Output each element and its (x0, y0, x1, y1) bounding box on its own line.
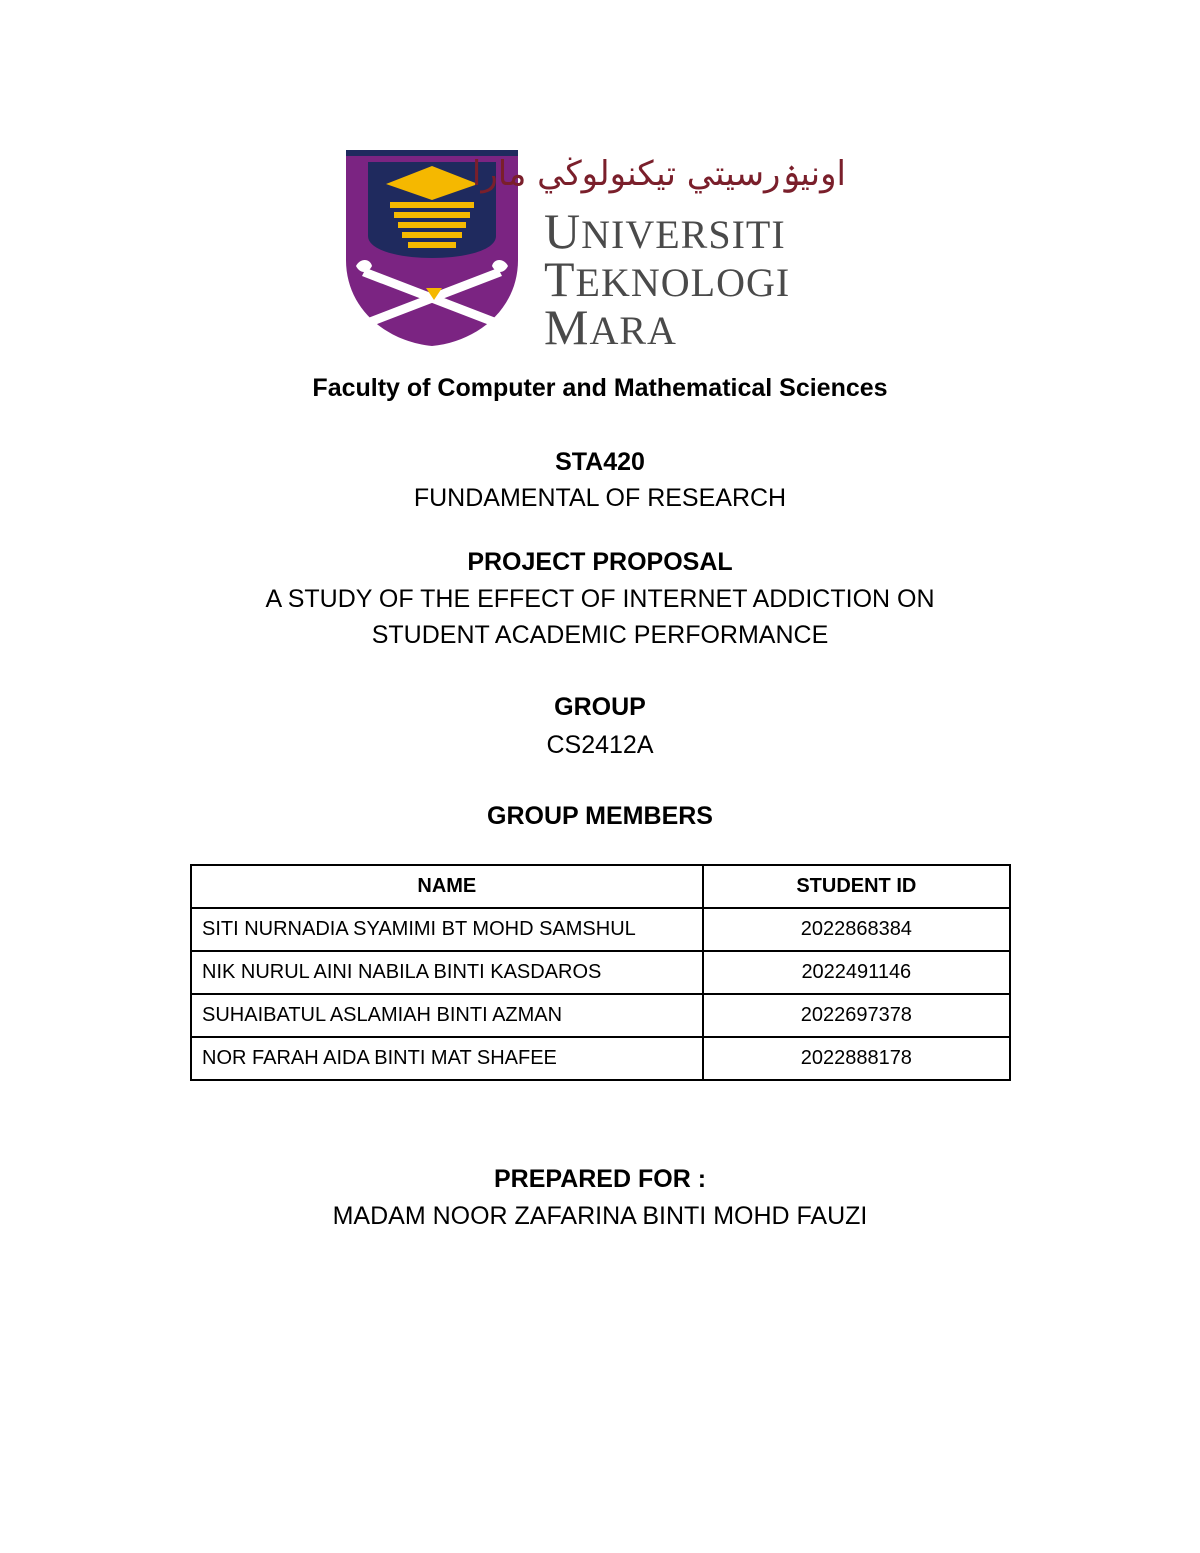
member-name: SUHAIBATUL ASLAMIAH BINTI AZMAN (191, 994, 703, 1037)
proposal-title-line-1: A STUDY OF THE EFFECT OF INTERNET ADDICTION ON (265, 585, 935, 613)
member-student-id: 2022888178 (703, 1037, 1010, 1080)
logo-word-mara: MARA (544, 299, 677, 355)
group-members-heading: GROUP MEMBERS (487, 802, 713, 830)
proposal-heading: PROJECT PROPOSAL (467, 548, 733, 576)
member-student-id: 2022868384 (703, 908, 1010, 951)
table-row (191, 951, 1010, 994)
column-header-student-id: STUDENT ID (703, 865, 1010, 908)
course-code: STA420 (555, 448, 645, 476)
member-name: SITI NURNADIA SYAMIMI BT MOHD SAMSHUL (191, 908, 703, 951)
prepared-for-heading: PREPARED FOR : (493, 1165, 707, 1193)
column-header-name: NAME (191, 865, 703, 908)
logo-word-teknologi: TEKNOLOGI (544, 251, 791, 307)
logo-arabic-text: اونيۏرسيتي تيكنولوڬي مارا (471, 154, 846, 194)
proposal-title-line-2: STUDENT ACADEMIC PERFORMANCE (371, 621, 829, 649)
group-members-table (190, 864, 1011, 1081)
logo-word-universiti: UNIVERSITI (544, 203, 786, 259)
group-value: CS2412A (546, 731, 654, 759)
member-student-id: 2022491146 (703, 951, 1010, 994)
table-header-row (191, 865, 1010, 908)
table-row (191, 994, 1010, 1037)
table-row (191, 1037, 1010, 1080)
member-student-id: 2022697378 (703, 994, 1010, 1037)
table-row (191, 908, 1010, 951)
member-name: NOR FARAH AIDA BINTI MAT SHAFEE (191, 1037, 703, 1080)
faculty-name: Faculty of Computer and Mathematical Sciences (312, 374, 888, 402)
university-logo (346, 150, 858, 355)
member-name: NIK NURUL AINI NABILA BINTI KASDAROS (191, 951, 703, 994)
group-heading: GROUP (554, 693, 646, 721)
prepared-for-name: MADAM NOOR ZAFARINA BINTI MOHD FAUZI (332, 1202, 868, 1230)
course-name: FUNDAMENTAL OF RESEARCH (413, 484, 787, 512)
